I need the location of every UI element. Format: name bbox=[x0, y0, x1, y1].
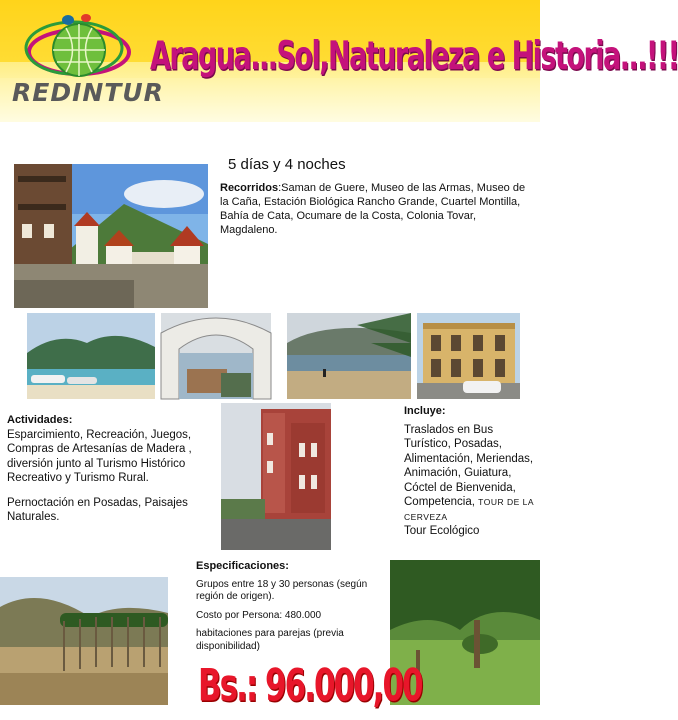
includes-section bbox=[404, 404, 536, 539]
photo-historic-building bbox=[417, 313, 520, 399]
logo-wordmark: REDINTUR bbox=[12, 78, 164, 107]
includes-text: Traslados en Bus Turístico, Posadas, Alimentación, Meriendas, Animación, Guiatura, Cóctel de Bienvenida, Competencia, bbox=[404, 423, 534, 508]
includes-title: Incluye: bbox=[404, 405, 446, 417]
photo-palm-avenue bbox=[0, 577, 168, 705]
routes-paragraph bbox=[220, 181, 532, 237]
specs-rooms: habitaciones para parejas (previa disponibilidad) bbox=[196, 628, 344, 652]
header-banner bbox=[0, 0, 678, 122]
photo-beach-palm bbox=[287, 313, 411, 399]
specs-groups: Grupos entre 18 y 30 personas (según región de origen). bbox=[196, 578, 368, 602]
photo-colonia-tovar bbox=[14, 164, 208, 308]
includes-eco-tour: Tour Ecológico bbox=[404, 525, 480, 537]
package-duration: 5 días y 4 noches bbox=[228, 156, 346, 173]
specs-section bbox=[196, 560, 386, 653]
activities-lodging: Pernoctación en Posadas, Paisajes Naturales. bbox=[7, 496, 188, 523]
activities-text: Esparcimiento, Recreación, Juegos, Compras de Artesanías de Madera , diversión junto al Turismo Histórico Recreativo y Turismo Rural. bbox=[7, 428, 192, 484]
page-title: Aragua...Sol,Naturaleza e Historia...!!! bbox=[150, 34, 678, 79]
activities-section bbox=[7, 413, 212, 525]
routes-text: :Saman de Guere, Museo de las Armas, Museo de la Caña, Estación Biológica Rancho Grande, Cuartel Montilla, Bahía de Cata, Ocumare de la Costa, Colonia Tovar, Magdaleno. bbox=[220, 182, 526, 236]
includes-beer-tour: TOUR DE LA CERVEZA bbox=[404, 497, 534, 522]
routes-label: Recorridos bbox=[220, 182, 279, 194]
photo-beach-boats bbox=[27, 313, 155, 399]
photo-red-castle bbox=[221, 403, 331, 550]
photo-colonial-arch bbox=[161, 313, 271, 399]
activities-title: Actividades: bbox=[7, 414, 73, 426]
specs-cost: Costo por Persona: 480.000 bbox=[196, 609, 322, 621]
specs-title: Especificaciones: bbox=[196, 560, 289, 572]
price-label: Bs.: 96.000,00 bbox=[198, 660, 422, 713]
